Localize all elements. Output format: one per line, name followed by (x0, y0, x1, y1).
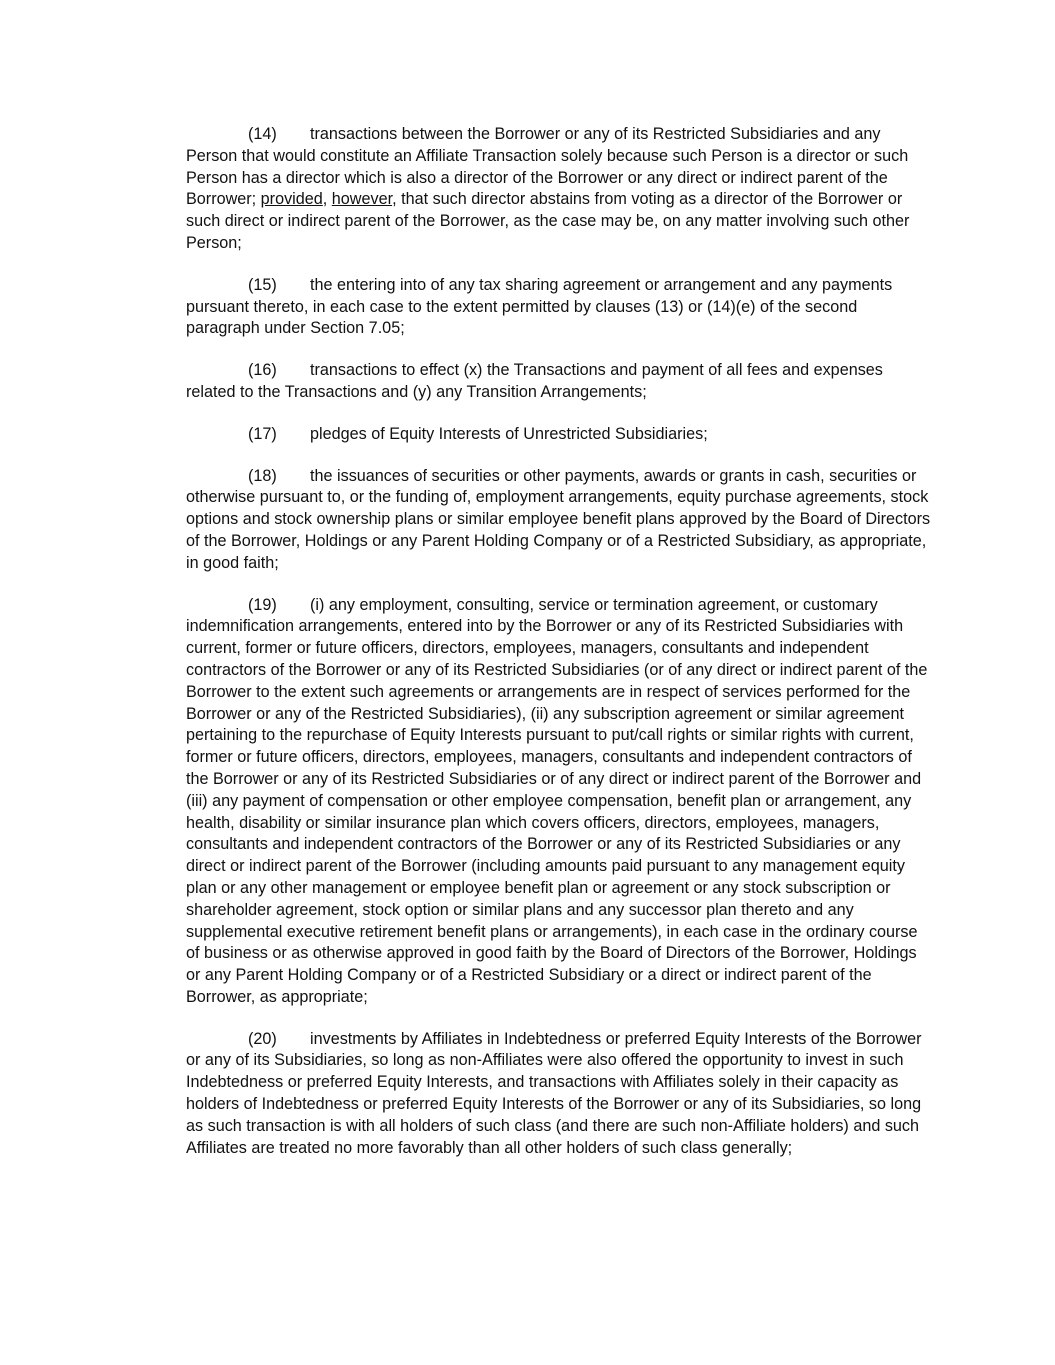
clause-text: (i) any employment, consulting, service or termination agreement, or customary indemnification arrangements, entered into by the Borrower or any of its Restricted Subsidiaries with current, former or future officers, directors, employees, managers, consultants and independent contractors of the Borrower or any of its Restricted Subsidiaries (or of any direct or indirect parent of the Borrower to the extent such agreements or arrangements are in respect of services performed for the Borrower or any of the Restricted Subsidiaries), (ii) any subscription agreement or similar agreement pertaining to the repurchase of Equity Interests pursuant to put/call rights or similar rights with current, former or future officers, directors, employees, managers, consultants and independent contractors of the Borrower or any of its Restricted Subsidiaries or of any direct or indirect parent of the Borrower and (iii) any payment of compensation or other employee compensation, benefit plan or arrangement, any health, disability or similar insurance plan which covers officers, directors, employees, managers, consultants and independent contractors of the Borrower or any of its Restricted Subsidiaries or any direct or indirect parent of the Borrower (including amounts paid pursuant to any management equity plan or any other management or employee benefit plan or agreement or any stock subscription or shareholder agreement, stock option or similar plans and any successor plan thereto and any supplemental executive retirement benefit plans or arrangements), in each case in the ordinary course of business or as otherwise approved in good faith by the Board of Directors of the Borrower, Holdings or any Parent Holding Company or of a Restricted Subsidiary or a direct or indirect parent of the Borrower, as appropriate; (186, 595, 928, 1006)
clause-number: (18) (248, 466, 277, 485)
clause-17 (186, 424, 934, 446)
clause-20 (186, 1029, 934, 1160)
clause-number: (15) (248, 275, 277, 294)
clause-text: pledges of Equity Interests of Unrestricted Subsidiaries; (310, 424, 708, 443)
clause-18 (186, 466, 934, 575)
document-page (186, 124, 934, 1179)
clause-text: the issuances of securities or other payments, awards or grants in cash, securities or otherwise pursuant to, or the funding of, employment arrangements, equity purchase agreements, stock options and stock ownership plans or similar employee benefit plans approved by the Board of Directors of the Borrower, Holdings or any Parent Holding Company or of a Restricted Subsidiary, as appropriate, in good faith; (186, 466, 931, 572)
clause-16 (186, 360, 934, 404)
clause-number: (20) (248, 1029, 277, 1048)
clause-text-sep: , (322, 190, 332, 209)
clause-text: transactions between the Borrower or any of its Restricted Subsidiaries and any Person that would constitute an Affiliate Transaction solely because such Person is a director or such Person has a director which is also a director of the Borrower or any direct or indirect parent of the Borrower; (186, 125, 909, 209)
provided-term: provided (260, 190, 323, 209)
clause-number: (16) (248, 361, 277, 380)
clause-number: (14) (248, 125, 277, 143)
clause-number: (19) (248, 595, 277, 614)
clause-text-rest: , that such director abstains from voting as a director of the Borrower or such direct or indirect parent of the Borrower, as the case may be, on any matter involving such other Person; (186, 190, 910, 252)
clause-19 (186, 595, 934, 1009)
clause-text: the entering into of any tax sharing agreement or arrangement and any payments pursuant thereto, in each case to the extent permitted by clauses (13) or (14)(e) of the second paragraph under Section 7.05; (186, 275, 893, 338)
however-term: however (331, 190, 393, 209)
clause-14 (186, 124, 934, 255)
clause-15 (186, 275, 934, 340)
clause-text: transactions to effect (x) the Transactions and payment of all fees and expenses related to the Transactions and (y) any Transition Arrangements; (186, 361, 883, 401)
clause-number: (17) (248, 424, 277, 443)
clause-text: investments by Affiliates in Indebtedness or preferred Equity Interests of the Borrower or any of its Subsidiaries, so long as non-Affiliates were also offered the opportunity to invest in such Indebtedness or preferred Equity Interests, and transactions with Affiliates solely in their capacity as holders of Indebtedness or preferred Equity Interests of the Borrower or any of its Subsidiaries, so long as such transaction is with all holders of such class (and there are such non-Affiliate holders) and such Affiliates are treated no more favorably than all other holders of such class generally; (186, 1029, 922, 1157)
